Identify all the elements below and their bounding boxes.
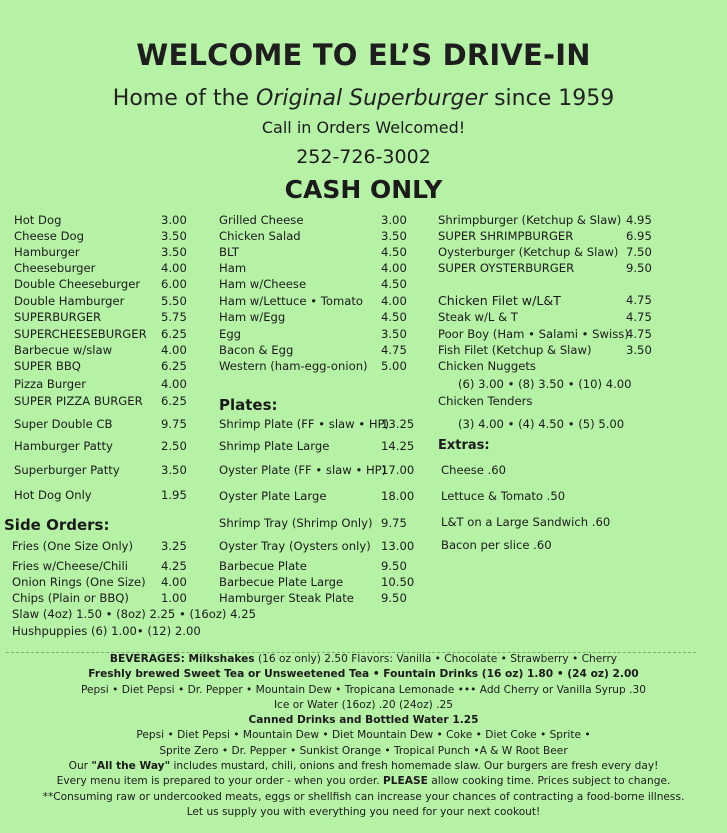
side-orders-heading: Side Orders: <box>4 516 110 534</box>
all-the-way-note: Our "All the Way" includes mustard, chili, onions and fresh homemade slaw. Our burgers are fresh every day! <box>68 760 659 773</box>
beverages-line-7: Sprite Zero • Dr. Pepper • Sunkist Orange • Tropical Punch •A & W Root Beer <box>159 744 568 757</box>
cash-only-notice: CASH ONLY <box>284 175 443 204</box>
subtitle-post: since 1959 <box>487 86 615 111</box>
chicken-nuggets-label: Chicken Nuggets <box>438 359 536 373</box>
beverages-line-3: Pepsi • Diet Pepsi • Dr. Pepper • Mountain Dew • Tropicana Lemonade ••• Add Cherry or Vanilla Syrup .30 <box>81 683 646 696</box>
beverages-line-4: Ice or Water (16oz) .20 (24oz) .25 <box>273 698 454 711</box>
prep-notice: Every menu item is prepared to your order - when you order. PLEASE allow cooking time. Prices subject to change. <box>56 775 671 788</box>
subtitle-pre: Home of the <box>112 86 257 111</box>
page-title: WELCOME TO EL’S DRIVE-IN <box>136 38 591 72</box>
subtitle-emphasis: Original Superburger <box>256 86 488 111</box>
extra-item: Lettuce & Tomato .50 <box>441 489 566 503</box>
cookout-note: Let us supply you with everything you need for your next cookout! <box>186 805 541 818</box>
extra-item: Bacon per slice .60 <box>441 538 552 552</box>
subtitle <box>0 86 727 111</box>
plates-heading: Plates: <box>219 396 278 414</box>
beverages-line-6: Pepsi • Diet Pepsi • Mountain Dew • Diet Mountain Dew • Coke • Diet Coke • Sprite • <box>136 729 591 742</box>
call-in-notice: Call in Orders Welcomed! <box>261 118 466 137</box>
beverages-line-5: Canned Drinks and Bottled Water 1.25 <box>248 714 479 727</box>
slaw-line: Slaw (4oz) 1.50 • (8oz) 2.25 • (16oz) 4.25 <box>12 607 256 621</box>
chicken-nuggets-sizes: (6) 3.00 • (8) 3.50 • (10) 4.00 <box>458 377 632 391</box>
extra-item: Cheese .60 <box>441 463 507 477</box>
beverages-section <box>0 652 727 820</box>
extras-heading: Extras: <box>438 438 490 453</box>
extra-item: L&T on a Large Sandwich .60 <box>441 515 611 529</box>
beverages-line-1: BEVERAGES: Milkshakes (16 oz only) 2.50 Flavors: Vanilla • Chocolate • Strawberry • Cherry <box>109 653 618 665</box>
beverages-line-2: Freshly brewed Sweet Tea or Unsweetened Tea • Fountain Drinks (16 oz) 1.80 • (24 oz) 2.00 <box>88 668 639 681</box>
chicken-tenders-label: Chicken Tenders <box>438 394 533 408</box>
chicken-tenders-sizes: (3) 4.00 • (4) 4.50 • (5) 5.00 <box>458 417 625 431</box>
phone-number: 252-726-3002 <box>296 146 431 168</box>
health-warning: **Consuming raw or undercooked meats, eggs or shellfish can increase your chances of contracting a food-borne illness. <box>42 790 685 803</box>
hushpuppies-line: Hushpuppies (6) 1.00• (12) 2.00 <box>12 624 201 638</box>
